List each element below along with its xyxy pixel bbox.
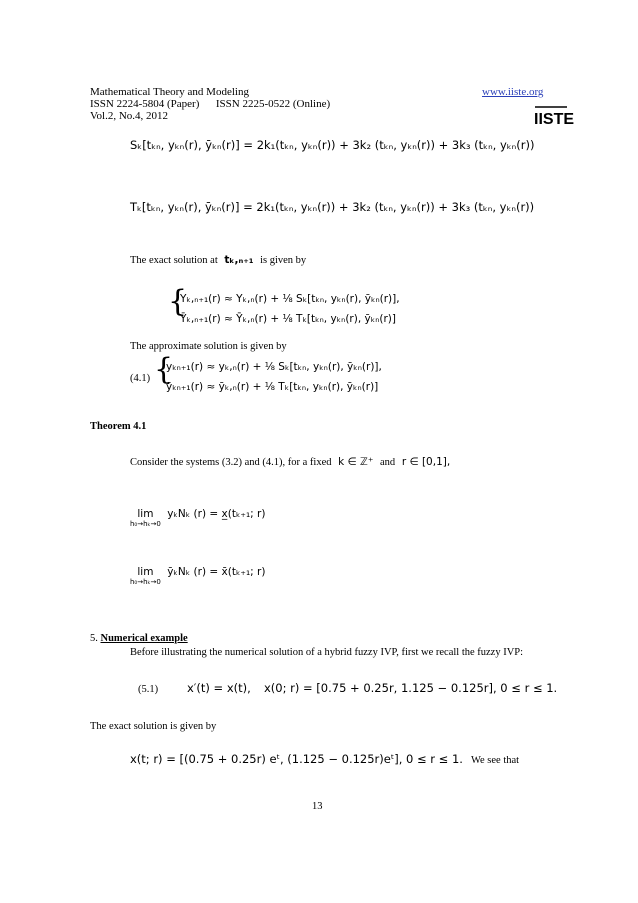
- exact-intro-text-end: is given by: [260, 255, 307, 266]
- limit-lower: [130, 508, 265, 528]
- section-number: 5.: [90, 633, 98, 644]
- exact-system-line-2: Ȳₖ,ₙ₊₁(r) ≈ Ȳₖ,ₙ(r) + ⅛ Tₖ[tₖₙ, yₖₙ(r), ȳₖₙ(r)]: [180, 313, 396, 325]
- k-in-z-plus: k ∈ ℤ⁺: [338, 456, 374, 468]
- approx-system-line-2: ȳₖₙ₊₁(r) ≈ ȳₖ,ₙ(r) + ⅛ Tₖ[tₖₙ, yₖₙ(r), ȳₖₙ(r)]: [166, 381, 379, 393]
- lim-word-2: lim: [137, 566, 154, 578]
- ivp-ode: x′(t) = x(t),: [187, 681, 251, 695]
- journal-title: Mathematical Theory and Modeling: [90, 86, 249, 98]
- volume-line: Vol.2, No.4, 2012: [90, 110, 169, 122]
- lim-word-1: lim: [137, 508, 154, 520]
- iiste-logo: [533, 104, 575, 130]
- limit-upper: [130, 566, 265, 586]
- exact-intro-text: The exact solution at: [130, 255, 218, 266]
- theorem-statement: [130, 456, 450, 469]
- section-heading: [90, 632, 188, 645]
- journal-url-link[interactable]: www.iiste.org: [482, 86, 544, 98]
- exact-solution-line: [130, 750, 519, 768]
- theorem-title: Theorem 4.1: [90, 421, 147, 432]
- r-in-interval: r ∈ [0,1],: [401, 456, 451, 468]
- approx-system-brace: {: [154, 352, 174, 387]
- s-k-equation: Sₖ[tₖₙ, yₖₙ(r), ȳₖₙ(r)] = 2k₁(tₖₙ, yₖₙ(r)) + 3k₂ (tₖₙ, yₖₙ(r)) + 3k₃ (tₖₙ, yₖₙ(r)): [130, 138, 535, 152]
- and-word: and: [380, 457, 396, 468]
- lim-subscript-1: h₀→hₖ→0: [130, 520, 161, 528]
- exact-solution-label: The exact solution is given by: [90, 721, 217, 732]
- limit-upper-expression: ȳₖNₖ (r) = x̄(tₖ₊₁; r): [167, 566, 266, 578]
- we-see-that: We see that: [470, 755, 520, 766]
- limit-lower-expression: yₖNₖ (r) = x̲(tₖ₊₁; r): [167, 508, 266, 520]
- equation-label-4-1: (4.1): [130, 373, 151, 384]
- issn-line: ISSN 2224-5804 (Paper) ISSN 2225-0522 (Online): [90, 98, 331, 110]
- theorem-text: Consider the systems (3.2) and (4.1), for a fixed: [130, 457, 332, 468]
- exact-system-brace: {: [168, 284, 188, 319]
- t-kn1-symbol: tₖ,ₙ₊₁: [224, 254, 254, 266]
- equation-label-5-1: (5.1): [138, 684, 159, 695]
- exact-solution-formula: x(t; r) = [(0.75 + 0.25r) eᵗ, (1.125 − 0.125r)eᵗ], 0 ≤ r ≤ 1.: [130, 752, 463, 766]
- t-k-equation: Tₖ[tₖₙ, yₖₙ(r), ȳₖₙ(r)] = 2k₁(tₖₙ, yₖₙ(r)) + 3k₂ (tₖₙ, yₖₙ(r)) + 3k₃ (tₖₙ, yₖₙ(r)): [130, 200, 535, 214]
- approx-solution-intro: The approximate solution is given by: [130, 341, 287, 352]
- page-number: 13: [312, 801, 323, 812]
- section-title: Numerical example: [100, 633, 188, 644]
- approx-system-line-1: yₖₙ₊₁(r) ≈ yₖ,ₙ(r) + ⅛ Sₖ[tₖₙ, yₖₙ(r), ȳₖₙ(r)],: [166, 361, 382, 373]
- section-intro: Before illustrating the numerical solution of a hybrid fuzzy IVP, first we recall the fuzzy IVP:: [130, 647, 524, 658]
- exact-system-line-1: Yₖ,ₙ₊₁(r) ≈ Yₖ,ₙ(r) + ⅛ Sₖ[tₖₙ, yₖₙ(r), ȳₖₙ(r)],: [180, 293, 400, 305]
- ivp-initial-condition: x(0; r) = [0.75 + 0.25r, 1.125 − 0.125r], 0 ≤ r ≤ 1.: [264, 681, 558, 695]
- exact-solution-intro: [130, 254, 306, 267]
- svg-text:IISTE: IISTE: [534, 111, 575, 128]
- lim-subscript-2: h₀→hₖ→0: [130, 578, 161, 586]
